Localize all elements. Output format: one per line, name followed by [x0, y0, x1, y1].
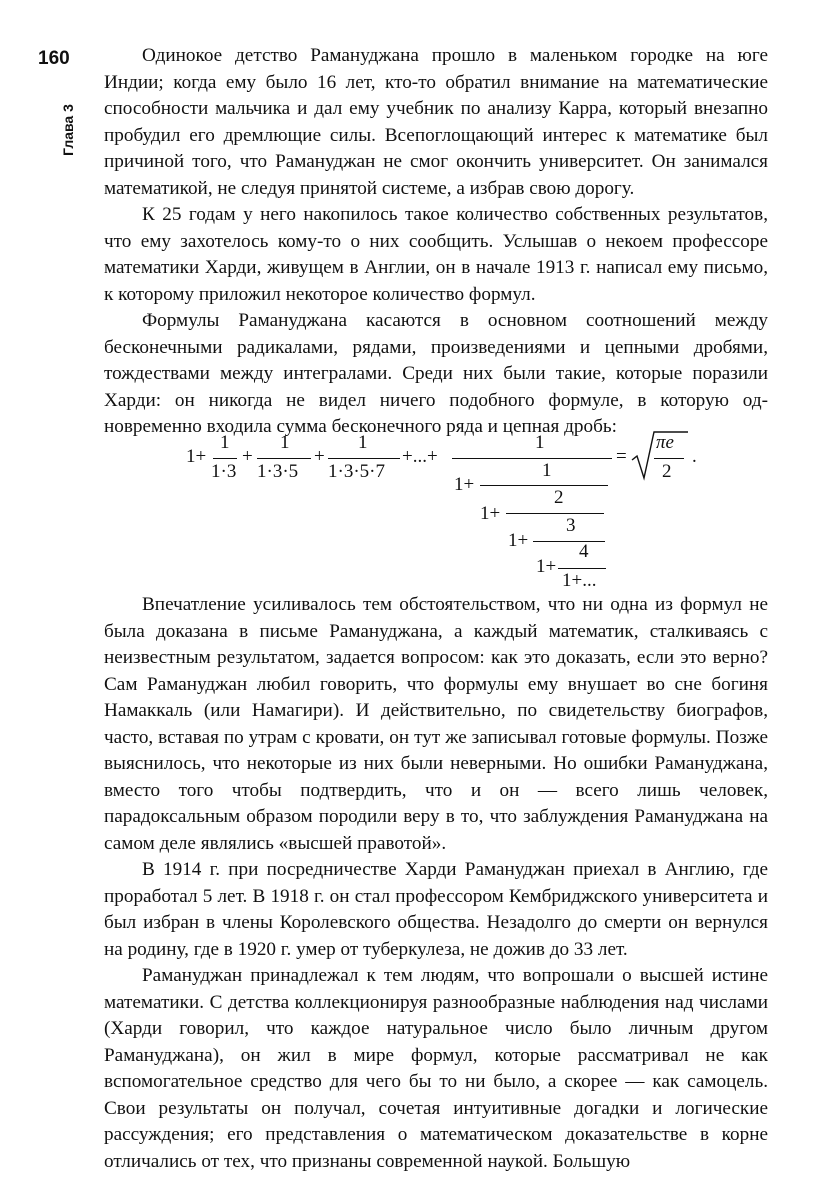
fraction-denominator: 1·3	[211, 461, 237, 482]
period: .	[692, 446, 697, 467]
ellipsis: +...+	[402, 446, 438, 467]
chapter-label-text: Глава 3	[60, 104, 76, 156]
equals-sign: =	[616, 446, 627, 467]
page-number: 160	[38, 48, 70, 69]
cf-one: 1+	[536, 556, 557, 577]
text-block-top	[104, 43, 768, 441]
plus-sign: +	[314, 446, 325, 467]
cf-one: 1+	[480, 503, 501, 524]
ramanujan-formula	[180, 426, 720, 592]
fraction-denominator: 1·3·5	[257, 461, 299, 482]
text-block-bottom	[104, 592, 768, 1175]
formula-one: 1+	[186, 446, 207, 467]
cf-one: 1+	[508, 530, 529, 551]
fraction-bar	[257, 458, 311, 459]
chapter-label	[58, 100, 78, 160]
fraction-numerator: 4	[579, 541, 589, 562]
paragraph: Рамануджан принадлежал к тем людям, что вопрошали о высшей истине математики. С детства коллекционируя разнообразные наблюдения над числами (Харди говорил, что каждое натуральное число было личным другом Рамануджана), он жил в мире формул, которые рассматривал не как вспомогательное средство для чего бы то ни было, а скорее — как самоцель. Свои результаты он получал, сочетая интуитивные догадки и логические рассуждения; его представления о математическом доказательстве в корне отличались от тех, что признаны современной наукой. Большую	[104, 965, 768, 1172]
paragraph: Одинокое детство Рамануджана прошло в маленьком городке на юге Индии; когда ему было 16 лет, кто-то обратил внимание на математические способности мальчика и дал ему учебник по анализу Карра, который внезапно пробудил его дремлющие силы. Всепоглощающий интерес к математике был причиной того, что Рамануджан не смог окончить университет. Он занимался математикой, не следуя принятой системе, а избрав свою дорогу.	[104, 45, 768, 199]
fraction-numerator: 3	[566, 515, 576, 536]
fraction-numerator: 2	[554, 487, 564, 508]
fraction-numerator: 1	[220, 432, 230, 453]
cf-tail: 1+...	[562, 570, 597, 591]
paragraph: К 25 годам у него накопилось такое количество собственных результатов, что ему захотелось кому-то о них сообщить. Услышав о некоем профессоре математики Харди, живущем в Англии, он в начале 1913 г. написал ему письмо, к которому приложил некоторое количество формул.	[104, 204, 768, 305]
paragraph: Впечатление усиливалось тем обстоятельством, что ни одна из формул не была доказана в письме Рамануджана, а каждый математик, сталкиваясь с неизвестным результатом, задается вопросом: как это доказать, если это верно? Сам Рамануджан любил говорить, что формулы ему внушает во сне богиня Намаккаль (или Намагири). И действительно, по свидетельству биографов, часто, вставая по утрам с кровати, он тут же записывал готовые формулы. Позже выяснилось, что некоторые из них были неверными. Но ошибки Рамануджана, вместо того чтобы подтвердить, что и он — всего лишь человек, парадоксальным образом породили веру в то, что заблуждения Рамануджана на самом деле являлись «высшей правотой».	[104, 594, 768, 854]
fraction-numerator: 1	[542, 460, 552, 481]
fraction-numerator: 1	[280, 432, 290, 453]
fraction-denominator: 1·3·5·7	[328, 461, 385, 482]
cf-one: 1+	[454, 474, 475, 495]
fraction-bar	[213, 458, 237, 459]
rhs-denominator: 2	[662, 461, 672, 482]
rhs-numerator: πe	[656, 432, 674, 453]
paragraph: В 1914 г. при посредничестве Харди Рамануджан приехал в Англию, где проработал 5 лет. В 1918 г. он стал профессором Кембриджского университета и был избран в члены Королевского общества. Незадолго до смерти он вернулся на родину, где в 1920 г. умер от туберкулеза, не дожив до 33 лет.	[104, 859, 768, 960]
fraction-bar	[480, 485, 608, 486]
fraction-bar	[533, 541, 605, 542]
fraction-bar	[328, 458, 400, 459]
fraction-bar	[654, 458, 684, 459]
fraction-numerator: 1	[535, 432, 545, 453]
fraction-bar	[506, 513, 604, 514]
paragraph: Формулы Рамануджана касаются в основном соотношений между бесконечными радикалами, рядами, произведениями и цепными дробями, тождествами между интегралами. Среди них были такие, которые поразили Харди: он никогда не видел ничего подобного формуле, в которую одновременно входила сумма бесконечного ряда и цепная дробь:	[104, 310, 768, 437]
fraction-numerator: 1	[358, 432, 368, 453]
fraction-bar	[452, 458, 612, 459]
plus-sign: +	[242, 446, 253, 467]
